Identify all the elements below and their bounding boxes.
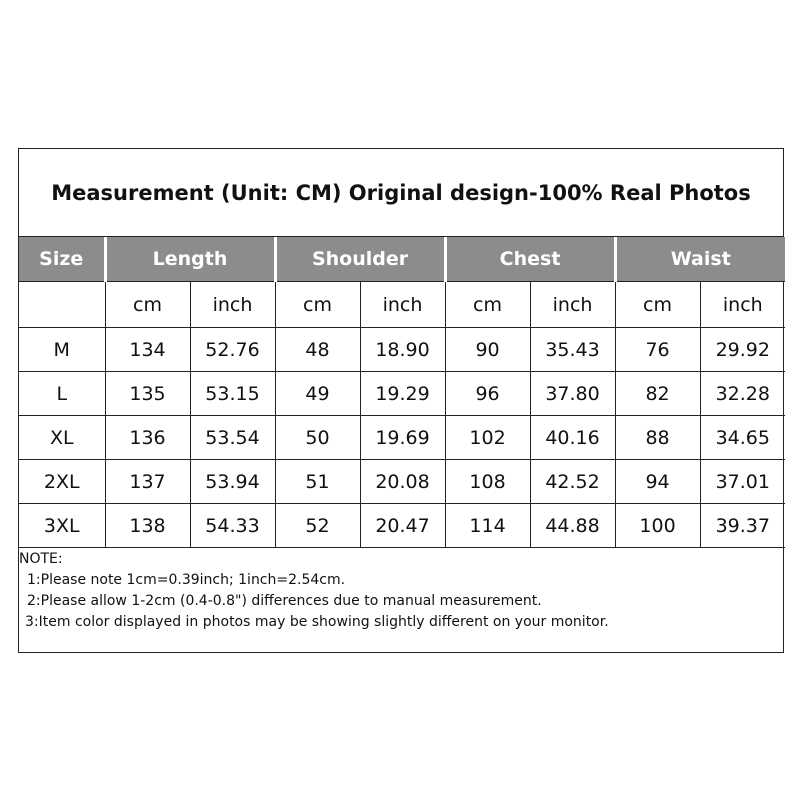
size-label-cell: 3XL — [19, 504, 105, 548]
measurement-cell: 53.94 — [190, 460, 275, 504]
measurement-cell: 40.16 — [530, 416, 615, 460]
header-shoulder: Shoulder — [275, 237, 445, 282]
unit-cell: cm — [615, 282, 700, 328]
unit-cell: inch — [700, 282, 785, 328]
size-table — [19, 237, 785, 548]
measurement-cell: 39.37 — [700, 504, 785, 548]
measurement-cell: 18.90 — [360, 328, 445, 372]
measurement-cell: 88 — [615, 416, 700, 460]
unit-cell: cm — [105, 282, 190, 328]
measurement-cell: 48 — [275, 328, 360, 372]
measurement-cell: 54.33 — [190, 504, 275, 548]
header-row — [19, 237, 785, 282]
table-row — [19, 504, 785, 548]
size-label-cell: M — [19, 328, 105, 372]
measurement-cell: 90 — [445, 328, 530, 372]
measurement-cell: 32.28 — [700, 372, 785, 416]
notes-section — [19, 548, 783, 633]
size-label-cell: XL — [19, 416, 105, 460]
unit-cell: cm — [275, 282, 360, 328]
measurement-cell: 52.76 — [190, 328, 275, 372]
measurement-cell: 19.29 — [360, 372, 445, 416]
measurement-cell: 52 — [275, 504, 360, 548]
measurement-cell: 49 — [275, 372, 360, 416]
measurement-cell: 102 — [445, 416, 530, 460]
unit-cell: cm — [445, 282, 530, 328]
note-item: 1:Please note 1cm=0.39inch; 1inch=2.54cm. — [27, 572, 346, 588]
measurement-cell: 100 — [615, 504, 700, 548]
note-item: 2:Please allow 1-2cm (0.4-0.8") differences due to manual measurement. — [27, 593, 542, 609]
header-chest: Chest — [445, 237, 615, 282]
measurement-cell: 135 — [105, 372, 190, 416]
measurement-cell: 114 — [445, 504, 530, 548]
measurement-cell: 53.15 — [190, 372, 275, 416]
unit-cell: inch — [360, 282, 445, 328]
measurement-cell: 20.08 — [360, 460, 445, 504]
units-row — [19, 282, 785, 328]
table-row — [19, 460, 785, 504]
measurement-cell: 20.47 — [360, 504, 445, 548]
table-row — [19, 372, 785, 416]
size-label-cell: L — [19, 372, 105, 416]
chart-title: Measurement (Unit: CM) Original design-100% Real Photos — [19, 149, 783, 237]
measurement-cell: 82 — [615, 372, 700, 416]
unit-cell: inch — [530, 282, 615, 328]
measurement-cell: 19.69 — [360, 416, 445, 460]
measurement-cell: 50 — [275, 416, 360, 460]
header-length: Length — [105, 237, 275, 282]
measurement-cell: 37.80 — [530, 372, 615, 416]
measurement-cell: 134 — [105, 328, 190, 372]
size-label-cell: 2XL — [19, 460, 105, 504]
header-waist: Waist — [615, 237, 785, 282]
units-blank — [19, 282, 105, 328]
notes-heading: NOTE: — [19, 551, 63, 567]
table-row — [19, 328, 785, 372]
unit-cell: inch — [190, 282, 275, 328]
measurement-cell: 138 — [105, 504, 190, 548]
measurement-cell: 34.65 — [700, 416, 785, 460]
measurement-cell: 137 — [105, 460, 190, 504]
measurement-cell: 37.01 — [700, 460, 785, 504]
header-size: Size — [19, 237, 105, 282]
measurement-cell: 29.92 — [700, 328, 785, 372]
table-row — [19, 416, 785, 460]
measurement-cell: 94 — [615, 460, 700, 504]
measurement-cell: 96 — [445, 372, 530, 416]
measurement-cell: 44.88 — [530, 504, 615, 548]
measurement-cell: 42.52 — [530, 460, 615, 504]
measurement-cell: 53.54 — [190, 416, 275, 460]
measurement-cell: 76 — [615, 328, 700, 372]
measurement-cell: 136 — [105, 416, 190, 460]
note-item: 3:Item color displayed in photos may be showing slightly different on your monitor. — [25, 614, 609, 630]
measurement-cell: 108 — [445, 460, 530, 504]
measurement-cell: 35.43 — [530, 328, 615, 372]
measurement-cell: 51 — [275, 460, 360, 504]
size-chart — [18, 148, 784, 653]
